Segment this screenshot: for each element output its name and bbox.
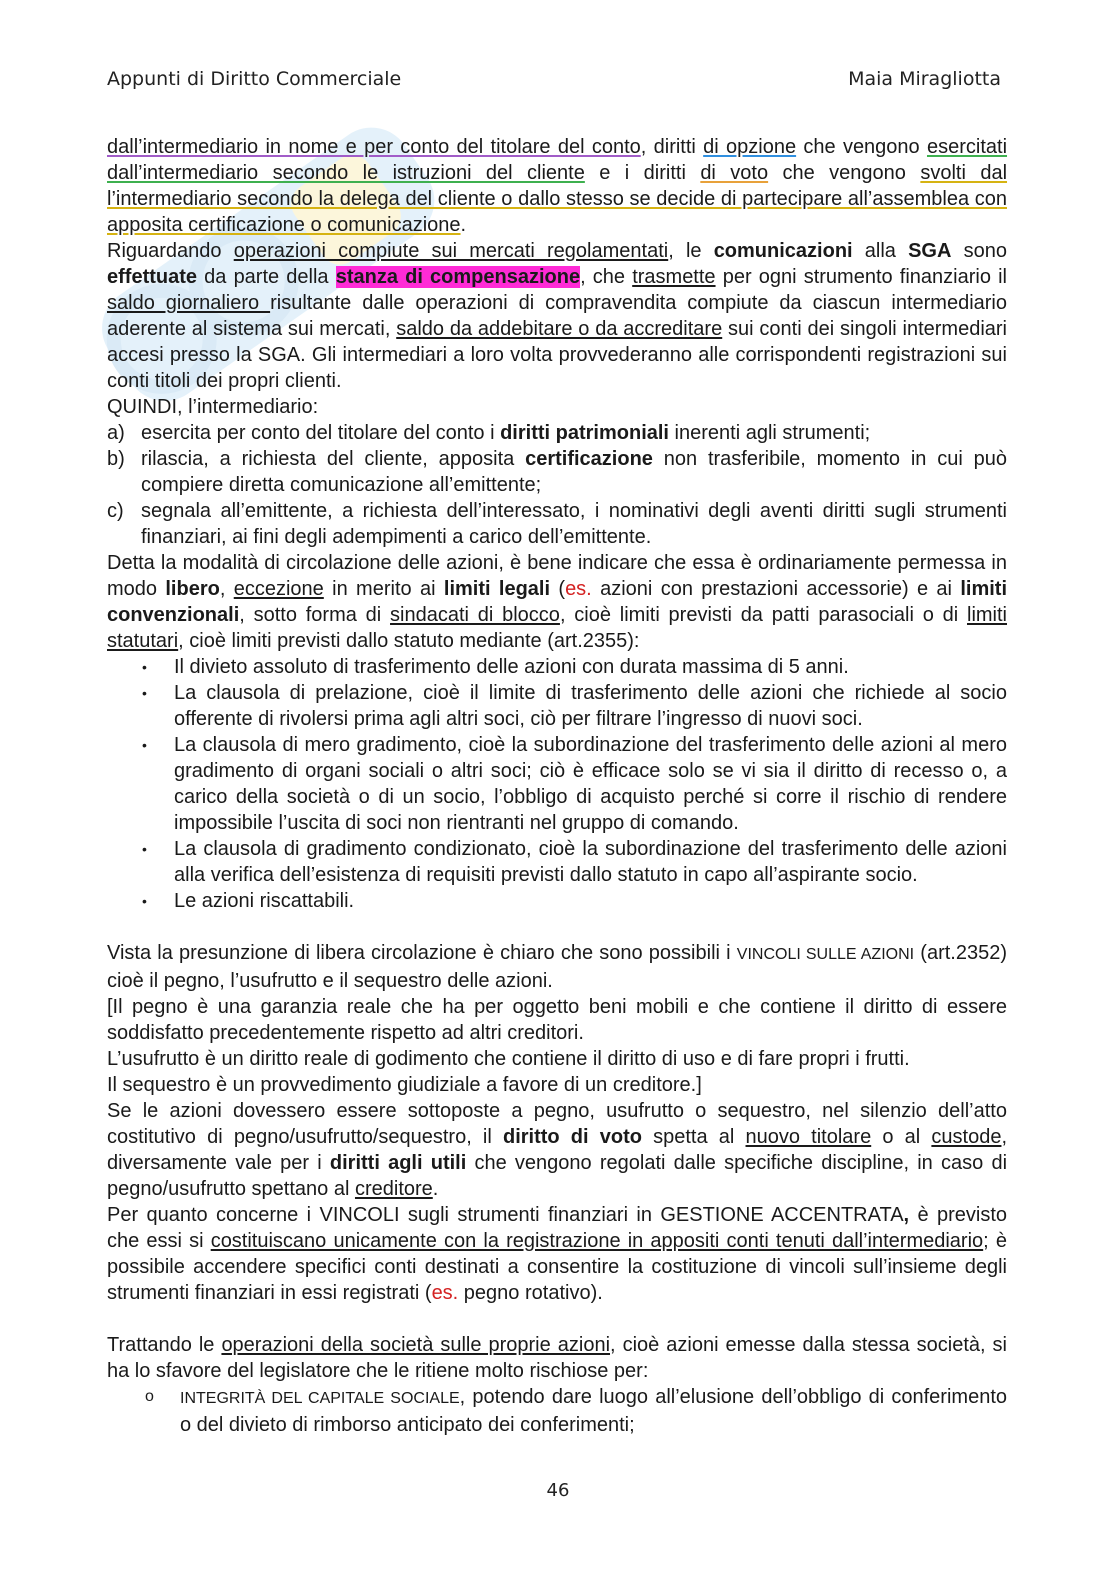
text-span: La clausola di prelazione, cioè il limite di trasferimento delle azioni che richiede al socio offerente di rivolersi prima agli altri soci, ciò per filtrare l’ingresso di nuovi soci. (174, 682, 1007, 730)
text-span: , diritti (640, 136, 704, 158)
text-span: sono (951, 240, 1007, 262)
text-span: , le (668, 240, 714, 262)
text-span: Se le azioni dovessero essere sottoposte a pegno, usufrutto o sequestro, nel silenzio dell’atto costitutivo di pegno/usufrutto/sequestro, il (107, 1100, 1007, 1148)
bullet-icon: • (142, 685, 147, 701)
text-span: . (432, 1178, 439, 1200)
list-item (107, 888, 1007, 914)
bold-span: certificazione (525, 448, 653, 470)
text-span: non trasferibile, momento in cui può compiere diretta comunicazione all’emittente; (141, 448, 1007, 496)
bold-span: SGA (908, 240, 952, 262)
bold-span: diritto di voto (502, 1126, 642, 1148)
text-span: risultante dalle operazioni di compravendita compiute da ciascun intermediario aderente al sistema sui mercati, (107, 292, 1007, 340)
bullet-icon: • (142, 893, 147, 909)
list-item (107, 680, 1007, 732)
text-span: ; è possibile accendere specifici conti destinati a consentire la costituzione di vincoli sull’insieme degli strumenti finanziari in essi registrati ( (107, 1230, 1007, 1304)
text-span: Riguardando (107, 240, 234, 262)
page-number: 46 (546, 1480, 570, 1501)
text-span: sui conti dei singoli intermediari accesi presso la SGA. Gli intermediari a loro volta provvederanno alle corrispondenti registrazioni sui conti titoli dei propri clienti. (107, 318, 1008, 392)
underlined-span: sindacati di blocco (390, 604, 560, 626)
text-span: in merito ai (323, 578, 444, 600)
underlined-span: eccezione (233, 578, 324, 600)
paragraph-intermediario-rights (107, 134, 1007, 238)
paragraph-quindi: QUINDI, l’intermediario: (107, 396, 319, 418)
paragraph-circolazione-azioni (107, 550, 1007, 654)
list-item (107, 420, 1007, 446)
bold-span: diritti patrimoniali (500, 422, 669, 444)
bold-span: effettuate (107, 266, 198, 288)
underlined-span: limiti statutari (107, 604, 1007, 652)
text-span: per ogni strumento finanziario il (715, 266, 1007, 288)
paragraph-gestione-accentrata (107, 1202, 1007, 1306)
list-item (107, 836, 1007, 888)
paragraph-proprie-azioni (107, 1332, 1007, 1384)
text-span: , (219, 578, 234, 600)
text-span: , diversamente vale per i (107, 1126, 1008, 1174)
bold-span: limiti convenzionali (107, 578, 1008, 626)
bold-span: libero (165, 578, 220, 600)
text-span: spetta al (641, 1126, 746, 1148)
text-span: rilascia, a richiesta del cliente, apposita (141, 448, 526, 470)
text-span: , che (580, 266, 633, 288)
underlined-span: operazioni compiute sui mercati regolamentati (233, 240, 669, 262)
underlined-span: esercitati dall’intermediario secondo le istruzioni del cliente (107, 136, 1008, 184)
underlined-span: costituiscano unicamente con la registrazione in appositi conti tenuti dall’intermediario (210, 1230, 984, 1252)
list-marker: b) (107, 448, 125, 470)
underlined-span: svolti dal l’intermediario secondo la delega del cliente o dallo stesso se decide di partecipare all’assemblea con apposita certificazione o comunicazione (107, 162, 1008, 236)
circle-list (107, 1384, 1007, 1438)
paragraph-gap (107, 914, 1007, 940)
list-item (107, 446, 1007, 498)
bullet-icon: • (142, 659, 147, 675)
bold-span: comunicazioni (713, 240, 853, 262)
underlined-span: di opzione (703, 136, 797, 158)
text-span: Vista la presunzione di libera circolazione è chiaro che sono possibili i (107, 942, 737, 964)
paragraph-mercati-regolamentati (107, 238, 1007, 394)
text-span: che vengono (796, 136, 927, 158)
underlined-span: nuovo titolare (745, 1126, 872, 1148)
lettered-list (107, 420, 1007, 550)
paragraph-sequestro: Il sequestro è un provvedimento giudiziale a favore di un creditore.] (107, 1074, 702, 1096)
list-marker: c) (107, 500, 124, 522)
list-item (107, 498, 1007, 550)
paragraph-gap (107, 1306, 1007, 1332)
bullet-list (107, 654, 1007, 914)
text-span: che vengono (768, 162, 921, 184)
text-span: azioni con prestazioni accessorie) e ai (591, 578, 961, 600)
bold-span: limiti legali (443, 578, 551, 600)
underlined-span: dall’intermediario in nome e per conto del titolare del conto (107, 136, 641, 158)
text-span: Le azioni riscattabili. (174, 890, 355, 912)
text-span: inerenti agli strumenti; (669, 422, 871, 444)
text-span: alla (852, 240, 909, 262)
text-span: , cioè limiti previsti da patti parasociali o di (559, 604, 967, 626)
text-span: , cioè limiti previsti dallo statuto mediante (art.2355): (178, 630, 640, 652)
smallcaps-span: VINCOLI SULLE AZIONI (736, 946, 915, 963)
underlined-span: saldo giornaliero (107, 292, 271, 314)
example-label: es. (431, 1282, 459, 1304)
paragraph-pegno: [Il pegno è una garanzia reale che ha per oggetto beni mobili e che contiene il diritto di essere soddisfatto precedentemente rispetto ad altri creditori. (107, 996, 1007, 1044)
text-span: , potendo dare luogo all’elusione dell’obbligo di conferimento o del divieto di rimborso anticipato dei conferimenti; (180, 1386, 1007, 1436)
highlighted-span: stanza di compensazione (335, 266, 581, 288)
text-span: La clausola di gradimento condizionato, cioè la subordinazione del trasferimento delle azioni alla verifica dell’esistenza di requisiti previsti dallo statuto in capo all’aspirante socio. (174, 838, 1007, 886)
smallcaps-span: INTEGRITÀ DEL CAPITALE SOCIALE (180, 1390, 460, 1407)
bullet-icon: • (142, 841, 147, 857)
text-span: Detta la modalità di circolazione delle azioni, è bene indicare che essa è ordinariamente permessa in modo (107, 552, 1007, 600)
text-span: pegno rotativo). (458, 1282, 603, 1304)
underlined-span: operazioni della società sulle proprie azioni (221, 1334, 611, 1356)
bold-span: diritti agli utili (329, 1152, 467, 1174)
text-span: ( (550, 578, 566, 600)
list-item (107, 1384, 1007, 1438)
text-span: . (460, 214, 467, 236)
list-item (107, 654, 1007, 680)
header-author: Maia Miragliotta (848, 68, 1001, 90)
text-span: segnala all’emittente, a richiesta dell’interessato, i nominativi degli aventi diritti sugli strumenti finanziari, ai fini degli adempimenti a carico dell’emittente. (141, 500, 1007, 548)
underlined-span: trasmette (632, 266, 716, 288)
text-span: Per quanto concerne i VINCOLI sugli strumenti finanziari in GESTIONE ACCENTRATA (107, 1204, 904, 1226)
text-span: da parte della (197, 266, 336, 288)
paragraph-usufrutto: L’usufrutto è un diritto reale di godimento che contiene il diritto di uso e di fare propri i frutti. (107, 1048, 910, 1070)
circle-bullet-icon: o (145, 1388, 154, 1405)
bold-span: , (903, 1204, 910, 1226)
paragraph-diritto-voto (107, 1098, 1007, 1202)
example-label: es. (565, 578, 592, 600)
bullet-icon: • (142, 737, 147, 753)
text-span: esercita per conto del titolare del conto i (141, 422, 501, 444)
underlined-span: di voto (700, 162, 769, 184)
list-item (107, 732, 1007, 836)
text-span: La clausola di mero gradimento, cioè la subordinazione del trasferimento delle azioni al mero gradimento di organi sociali o altri soci; ciò è efficace solo se vi sia il diritto di recesso o, a carico della società o di un socio, l’obbligo di acquisto perché si corre il rischio di rendere impossibile l’uscita di soci non rientranti nel gruppo di comando. (174, 734, 1007, 834)
text-span: o al (871, 1126, 932, 1148)
text-span: (art.2352) cioè il pegno, l’usufrutto e il sequestro delle azioni. (107, 942, 1008, 992)
underlined-span: creditore (354, 1178, 433, 1200)
list-marker: a) (107, 422, 125, 444)
text-span: , sotto forma di (239, 604, 391, 626)
text-span: che vengono regolati dalle specifiche discipline, in caso di pegno/usufrutto spettano al (107, 1152, 1008, 1200)
paragraph-vincoli-azioni (107, 940, 1007, 994)
text-span: Trattando le (107, 1334, 222, 1356)
header-title: Appunti di Diritto Commerciale (107, 68, 402, 90)
underlined-span: saldo da addebitare o da accreditare (396, 318, 723, 340)
text-span: è previsto che essi si (107, 1204, 1007, 1252)
text-span: , cioè azioni emesse dalla stessa società, si ha lo sfavore del legislatore che le ritiene molto rischiose per: (107, 1334, 1007, 1382)
underlined-span: custode (931, 1126, 1002, 1148)
page-body (107, 134, 1007, 1438)
text-span: e i diritti (584, 162, 701, 184)
text-span: Il divieto assoluto di trasferimento delle azioni con durata massima di 5 anni. (174, 656, 849, 678)
